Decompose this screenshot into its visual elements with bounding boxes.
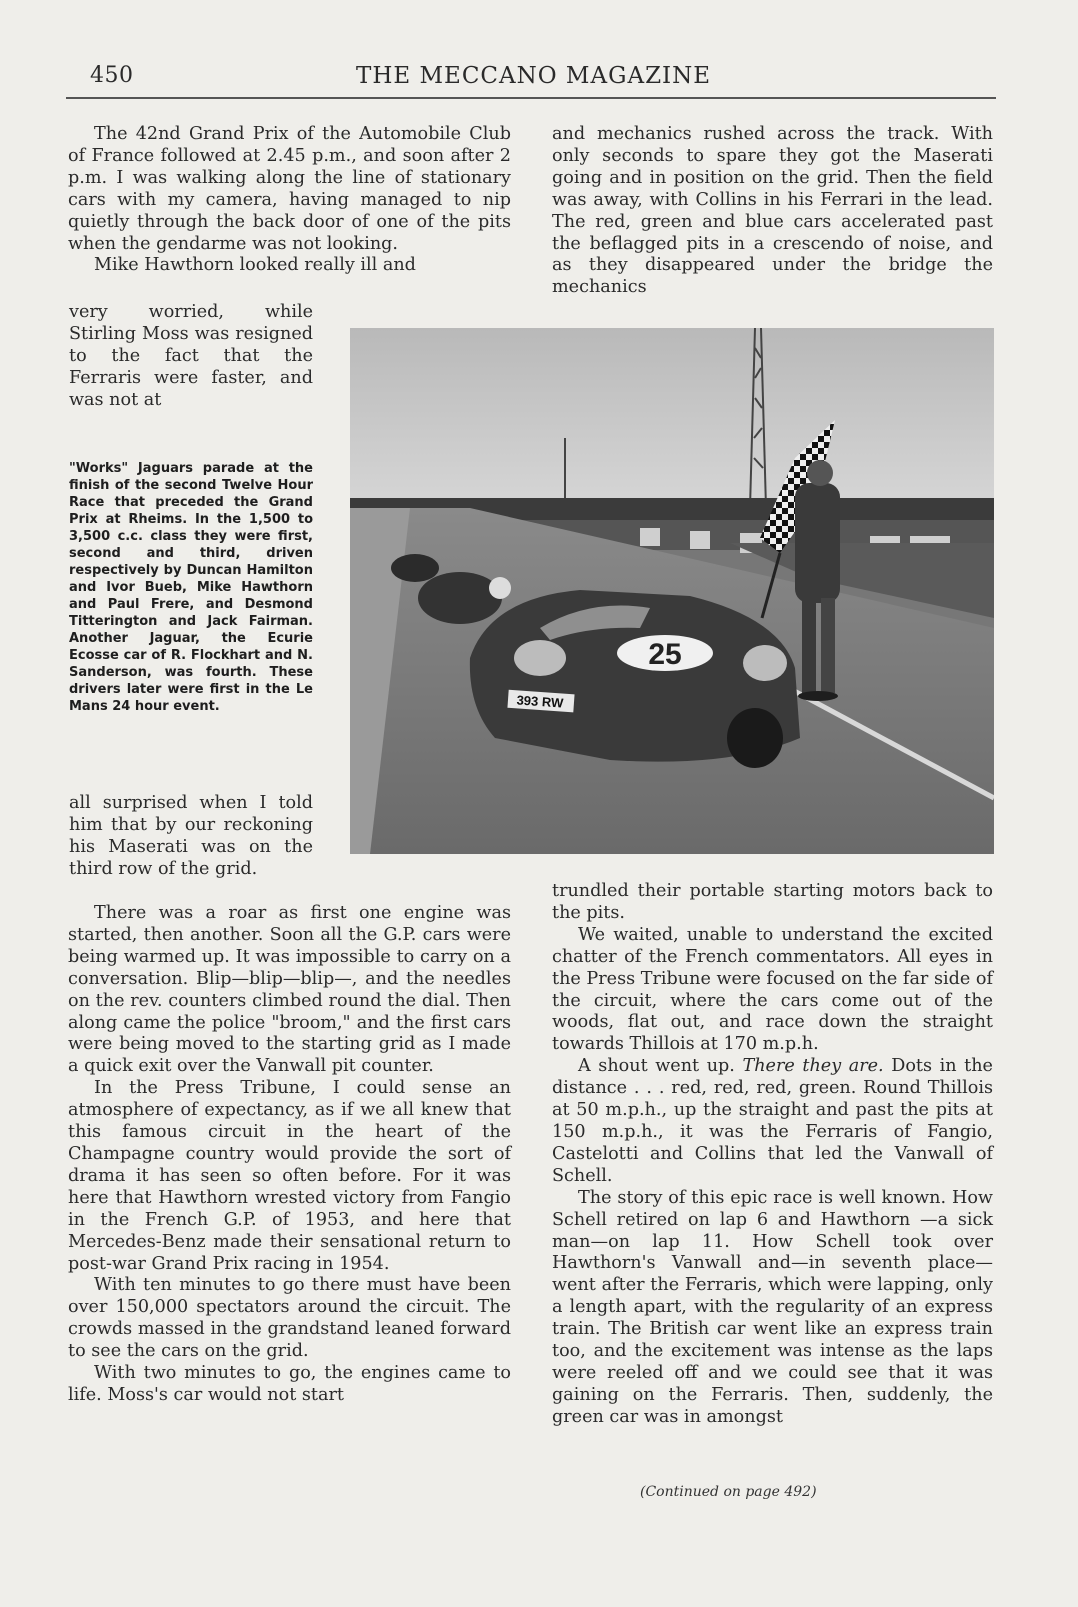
paragraph: and mechanics rushed across the track. With only seconds to spare they got the Maserati going and in position on the grid. Then the field was away, with Collins in his Ferrari in the lead. The red, green and blue cars accelerated past the beflagged pits in a crescendo of noise, and as they disappeared under the bridge the mechanics — [552, 124, 993, 298]
header-rule — [66, 97, 996, 99]
paragraph: The 42nd Grand Prix of the Automobile Club of France followed at 2.45 p.m., and soon after 2 p.m. I was walking along the line of stationary cars with my camera, having managed to nip quietly through the back door of one of the pits when the gendarme was not looking. — [68, 124, 511, 254]
paragraph: There was a roar as first one engine was started, then another. Soon all the G.P. cars were being warmed up. It was impossible to carry on a conversation. Blip—blip—blip—, and the needles on the rev. counters climbed round the dial. Then along came the police "broom," and the first cars were being moved to the starting grid as I made a quick exit over the Vanwall pit counter. — [68, 903, 511, 1077]
column-2-top — [552, 124, 993, 299]
paragraph: very worried, while Stirling Moss was resigned to the fact that the Ferraris were faster, and was not at — [69, 302, 313, 410]
emphasis-text: There they are. — [742, 1056, 884, 1077]
paragraph: Mike Hawthorn looked really ill and — [94, 255, 416, 276]
column-2-bottom — [552, 881, 993, 1429]
magazine-title: THE MECCANO MAGAZINE — [356, 63, 712, 89]
paragraph — [552, 1056, 993, 1187]
page-number: 450 — [90, 63, 134, 88]
paragraph: With two minutes to go, the engines came to life. Moss's car would not start — [68, 1363, 511, 1405]
race-photo-illustration — [350, 328, 994, 854]
race-photograph — [350, 328, 994, 854]
paragraph: trundled their portable starting motors back to the pits. — [552, 881, 993, 923]
paragraph: all surprised when I told him that by our reckoning his Maserati was on the third row of the grid. — [69, 793, 313, 879]
column-1-narrow-bottom — [69, 793, 313, 881]
column-1-narrow-top — [69, 302, 313, 412]
text-span: A shout went up. — [578, 1056, 735, 1077]
column-1-top — [68, 124, 511, 277]
column-1-bottom — [68, 903, 511, 1407]
continued-note: (Continued on page 492) — [640, 1484, 817, 1500]
paragraph: In the Press Tribune, I could sense an atmosphere of expectancy, as if we all knew that this famous circuit in the heart of the Champagne country would provide the sort of drama it has seen so often before. For it was here that Hawthorn wrested victory from Fangio in the French G.P. of 1953, and here that Mercedes-Benz made their sensational return to post-war Grand Prix racing in 1954. — [68, 1078, 511, 1274]
text-span: Dots in the distance . . . red, red, red, green. Round Thillois at 50 m.p.h., up the straight and past the pits at 150 m.p.h., it was the Ferraris of Fangio, Castelotti and Collins that led the Vanwall of Schell. — [552, 1056, 993, 1186]
paragraph: With ten minutes to go there must have been over 150,000 spectators around the circuit. The crowds massed in the grandstand leaned forward to see the cars on the grid. — [68, 1275, 511, 1362]
photo-caption: "Works" Jaguars parade at the finish of the second Twelve Hour Race that preceded the Grand Prix at Rheims. In the 1,500 to 3,500 c.c. class they were first, second and third, driven respectively by Duncan Hamilton and Ivor Bueb, Mike Hawthorn and Paul Frere, and Desmond Titterington and Jack Fairman. Another Jaguar, the Ecurie Ecosse car of R. Flockhart and N. Sanderson, was fourth. These drivers later were first in the Le Mans 24 hour event. — [69, 461, 313, 714]
paragraph: The story of this epic race is well known. How Schell retired on lap 6 and Hawthorn —a sick man—on lap 11. How Schell took over Hawthorn's Vanwall and—in seventh place—went after the Ferraris, which were lapping, only a length apart, with the regularity of an express train. The British car went like an express train too, and the excitement was intense as the laps were reeled off and we could see that it was gaining on the Ferraris. Then, suddenly, the green car was in amongst — [552, 1187, 993, 1427]
car-number: 25 — [648, 638, 682, 671]
number-plate: 393 RW — [516, 692, 564, 711]
paragraph: We waited, unable to understand the excited chatter of the French commentators. All eyes in the Press Tribune were focused on the far side of the circuit, where the cars come out of the woods, flat out, and race down the straight towards Thillois at 170 m.p.h. — [552, 924, 993, 1055]
